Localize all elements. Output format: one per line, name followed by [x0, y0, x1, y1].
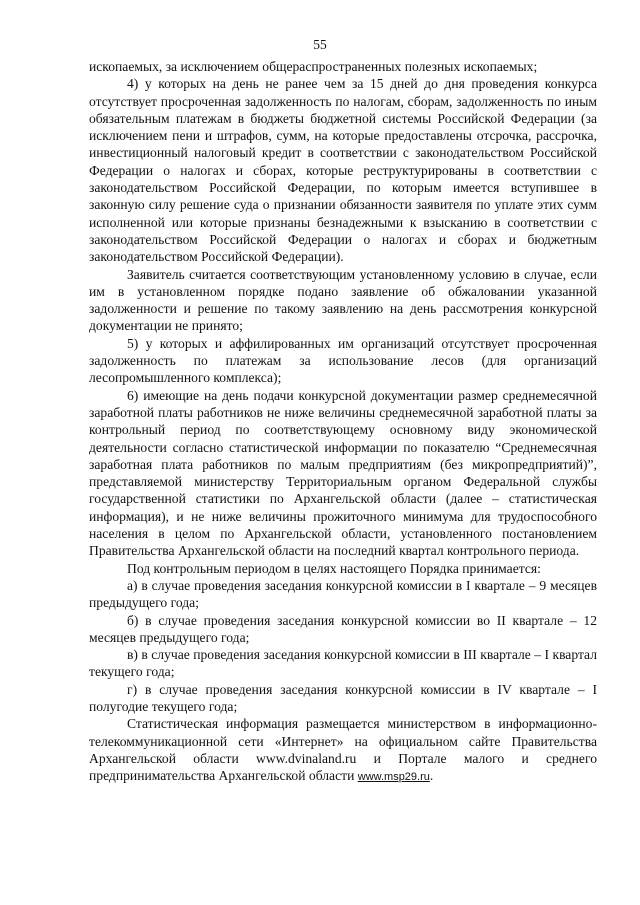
paragraph-subitem-v: в) в случае проведения заседания конкурсной комиссии в III квартале – I квартал текущего года; [89, 647, 597, 680]
statistical-info-end: . [429, 768, 434, 784]
paragraph-subitem-b: б) в случае проведения заседания конкурсной комиссии во II квартале – 12 месяцев предыдущего года; [89, 612, 597, 645]
paragraph-applicant-condition: Заявитель считается соответствующим установленному условию в случае, если им в установленном порядке подано заявление об обжаловании указанной задолженности и решение по такому заявлению на день рассмотрения конкурсной документации не принято; [89, 266, 597, 334]
page-number: 55 [313, 37, 327, 52]
statistical-info-text: Статистическая информация размещается министерством в информационно-телекоммуникационной сети «Интернет» на официальном сайте Правительства Архангельской области www.dvinaland.ru и Портале малого и среднего предпринимательства Архангельской области [89, 716, 597, 784]
paragraph-subitem-a: а) в случае проведения заседания конкурсной комиссии в I квартале – 9 месяцев предыдущего года; [89, 577, 597, 611]
paragraph-control-period: Под контрольным периодом в целях настоящего Порядка принимается: [127, 560, 541, 576]
paragraph-1: ископаемых, за исключением общераспространенных полезных ископаемых; [89, 59, 538, 74]
paragraph-item-6: 6) имеющие на день подачи конкурсной документации размер среднемесячной заработной платы работников не ниже величины среднемесячной заработной платы за контрольный период по соответствующему основному виду экономической деятельности согласно статистической информации по показателю “Среднемесячная заработная плата работников по малым предприятиям (без микропредприятий)”, представляемой министерству Территориальным органом Федеральной службы государственной статистики по Архангельской области (далее – статистическая информация), и не ниже величины прожиточного минимума для трудоспособного населения в целом по Архангельской области, установленного постановлением Правительства Архангельской области на последний квартал контрольного периода. [89, 387, 597, 559]
paragraph-statistical-info [89, 715, 597, 786]
paragraph-item-4: 4) у которых на день не ранее чем за 15 дней до дня проведения конкурса отсутствует просроченная задолженность по налогам, сборам, задолженность по иным обязательным платежам в бюджеты бюджетной системы Российской Федерации (за исключением пени и штрафов, сумм, на которые предоставлены отсрочка, рассрочка, инвестиционный налоговый кредит в соответствии с законодательством Российской Федерации о налогах и сборах, которые реструктурированы в соответствии с законодательством Российской Федерации, по которым имеется вступившее в законную силу решение суда о признании обязанности заявителя по уплате этих сумм исполненной или которые признаны безнадежными к взысканию в соответствии с законодательством Российской Федерации о налогах и сборах и бюджетным законодательством Российской Федерации). [89, 76, 597, 265]
msp29-link[interactable]: www.msp29.ru [357, 771, 430, 784]
document-body [89, 58, 597, 786]
paragraph-item-5: 5) у которых и аффилированных им организаций отсутствует просроченная задолженность по платежам за использование лесов (для организаций лесопромышленного комплекса); [89, 335, 597, 386]
paragraph-subitem-g: г) в случае проведения заседания конкурсной комиссии в IV квартале – I полугодие текущего года; [89, 681, 597, 714]
